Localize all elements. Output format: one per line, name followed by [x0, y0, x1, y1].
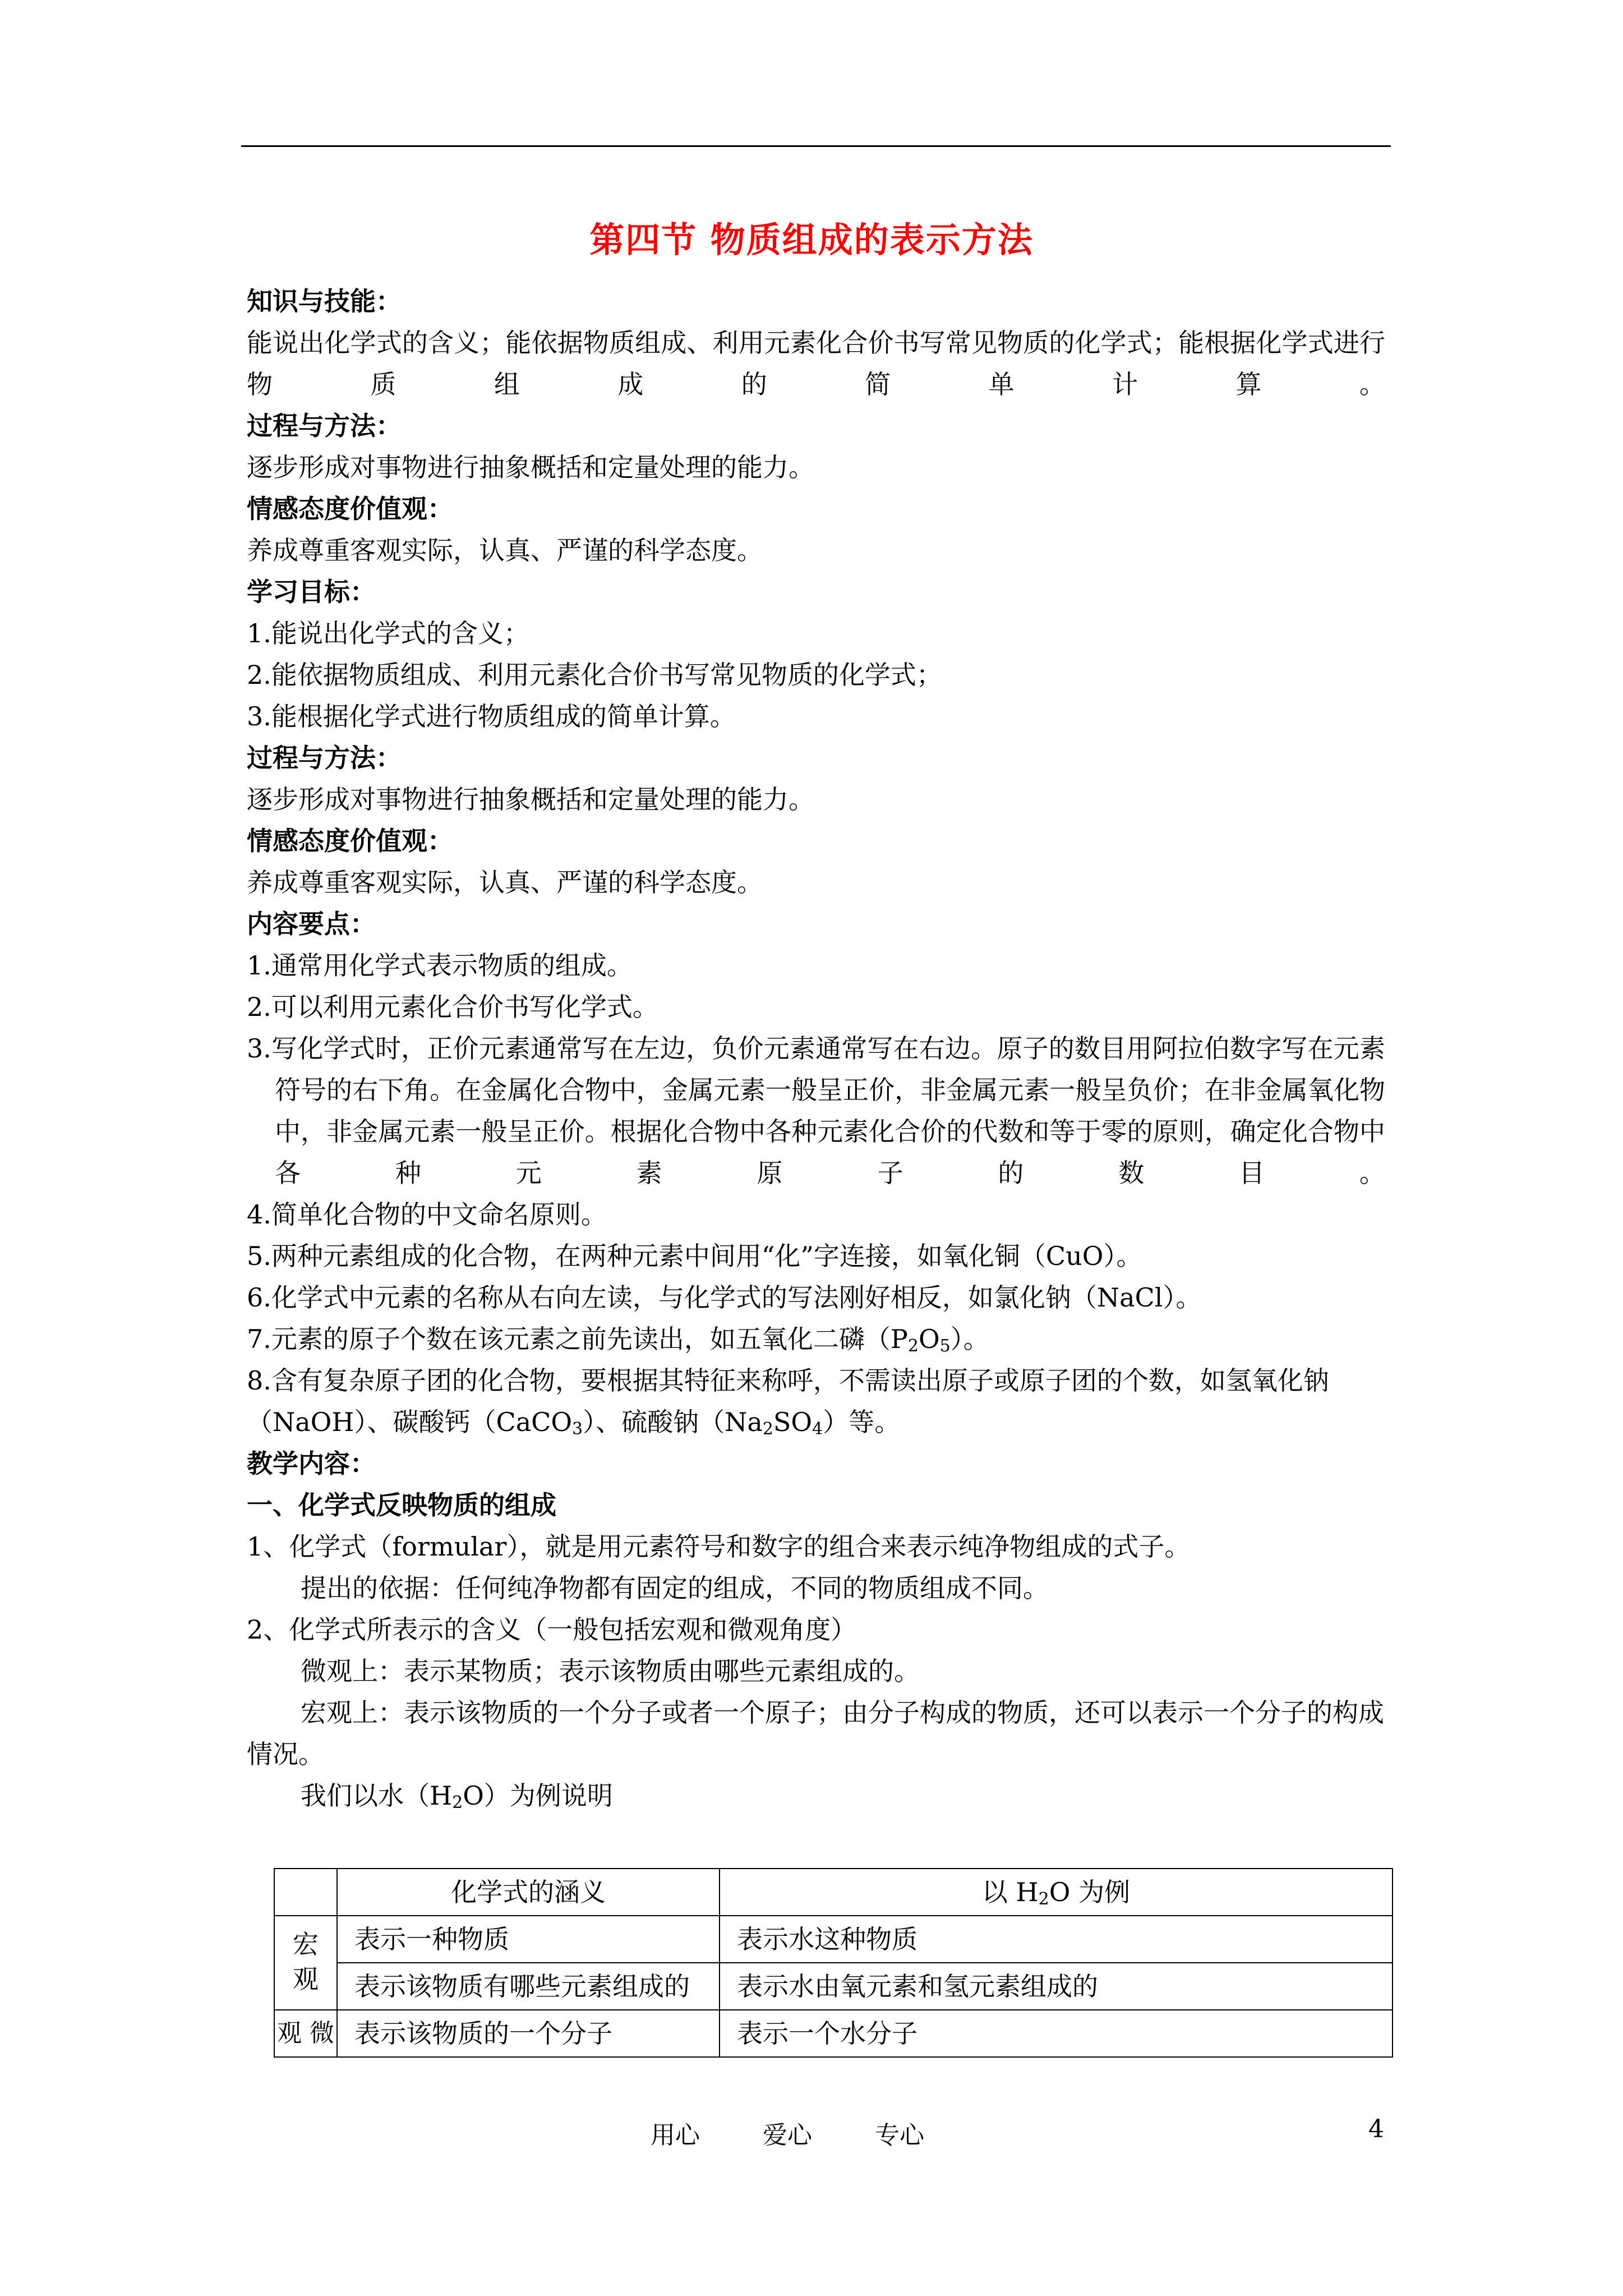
paragraph: 养成尊重客观实际，认真、严谨的科学态度。 — [247, 535, 763, 565]
section-heading: 学习目标： — [247, 577, 376, 607]
list-item: 5.两种元素组成的化合物，在两种元素中间用“化”字连接，如氧化铜（CuO）。 — [247, 1241, 1142, 1271]
text-run: 我们以水（H — [301, 1780, 453, 1811]
table-corner-cell — [274, 1869, 337, 1916]
text-run: SO — [773, 1407, 813, 1437]
meaning-table — [274, 1868, 1393, 2058]
group-label-text: 宏观 — [293, 1929, 319, 1994]
footer-word: 用心 — [651, 2121, 700, 2150]
table-cell: 表示该物质有哪些元素组成的 — [337, 1963, 720, 2010]
text-run: O — [918, 1324, 940, 1354]
section-heading: 过程与方法： — [247, 743, 402, 773]
table-cell: 表示水由氧元素和氢元素组成的 — [720, 1963, 1393, 2010]
table-cell: 表示水这种物质 — [720, 1916, 1393, 1963]
text-run: 7.元素的原子个数在该元素之前先读出，如五氧化二磷（P — [247, 1324, 908, 1354]
section-heading: 情感态度价值观： — [247, 826, 453, 856]
table-header-row — [274, 1869, 1393, 1916]
section-heading: 知识与技能： — [247, 286, 402, 316]
group-label-micro: 观 微 — [274, 2010, 337, 2057]
list-item: 3.能根据化学式进行物质组成的简单计算。 — [247, 701, 736, 731]
list-item — [247, 1318, 1385, 1360]
table-cell: 表示该物质的一个分子 — [337, 2010, 720, 2057]
page-number: 4 — [1368, 2115, 1384, 2143]
table-row — [274, 1963, 1393, 2010]
subscript: 2 — [762, 1419, 773, 1439]
group-label-macro — [274, 1916, 337, 2010]
section-heading: 过程与方法： — [247, 411, 402, 441]
text-run: ）、硫酸钠（Na — [583, 1407, 763, 1437]
text-run: O 为例 — [1049, 1877, 1131, 1907]
footer-word: 爱心 — [763, 2121, 812, 2150]
paragraph — [247, 1775, 1385, 1816]
list-item — [247, 1360, 1385, 1443]
header-rule — [241, 145, 1391, 147]
text-run: 以 H — [981, 1877, 1039, 1907]
list-item: 1.通常用化学式表示物质的组成。 — [247, 950, 633, 981]
list-item: 2.能依据物质组成、利用元素化合价书写常见物质的化学式； — [247, 660, 942, 690]
table-header-cell — [720, 1869, 1393, 1916]
paragraph: 逐步形成对事物进行抽象概括和定量处理的能力。 — [247, 784, 814, 815]
table-header-cell: 化学式的涵义 — [337, 1869, 720, 1916]
table-cell: 表示一种物质 — [337, 1916, 720, 1963]
page-footer — [0, 2115, 1623, 2148]
section-heading: 教学内容： — [247, 1448, 376, 1479]
paragraph: 2、化学式所表示的含义（一般包括宏观和微观角度） — [247, 1614, 857, 1645]
subscript: 4 — [812, 1419, 823, 1439]
table-row — [274, 2010, 1393, 2057]
text-run: ）等。 — [823, 1407, 901, 1437]
list-item: 1.能说出化学式的含义； — [247, 618, 529, 648]
paragraph: 1、化学式（formular），就是用元素符号和数字的组合来表示纯净物组成的式子。 — [247, 1531, 1191, 1562]
list-item: 4.简单化合物的中文命名原则。 — [247, 1199, 607, 1230]
table-cell: 表示一个水分子 — [720, 2010, 1393, 2057]
section-heading: 内容要点： — [247, 909, 376, 939]
list-item: 2.可以利用元素化合价书写化学式。 — [247, 992, 658, 1022]
paragraph: 能说出化学式的含义；能依据物质组成、利用元素化合价书写常见物质的化学式；能根据化学式进行物质组成的简单计算。 — [247, 328, 1385, 399]
paragraph: 宏观上：表示该物质的一个分子或者一个原子；由分子构成的物质，还可以表示一个分子的构成情况。 — [247, 1697, 1384, 1769]
page-title: 第四节 物质组成的表示方法 — [589, 219, 1034, 260]
table-row — [274, 1916, 1393, 1963]
subscript: 2 — [1038, 1889, 1049, 1909]
section-heading: 情感态度价值观： — [247, 494, 453, 524]
text-run: ）。 — [950, 1324, 989, 1354]
subscript: 2 — [452, 1793, 463, 1812]
section-heading: 一、化学式反映物质的组成 — [247, 1490, 556, 1520]
text-run: 8.含有复杂原子团的化合物，要根据其特征来称呼，不需读出原子或原子团的个数，如氢氧化钠（NaOH）、碳酸钙（CaCO — [247, 1365, 1329, 1437]
text-run: O）为例说明 — [463, 1780, 613, 1811]
footer-word: 专心 — [875, 2121, 924, 2150]
document-body — [247, 280, 1385, 1816]
paragraph: 微观上：表示某物质；表示该物质由哪些元素组成的。 — [301, 1656, 920, 1686]
paragraph: 养成尊重客观实际，认真、严谨的科学态度。 — [247, 867, 763, 898]
subscript: 5 — [939, 1336, 951, 1356]
list-item: 3.写化学式时，正价元素通常写在左边，负价元素通常写在右边。原子的数目用阿拉伯数字写在元素符号的右下角。在金属化合物中，金属元素一般呈正价，非金属元素一般呈负价；在非金属氧化物中，非金属元素一般呈正价。根据化合物中各种元素化合价的代数和等于零的原则，确定化合物中各种元素原子的数目。 — [247, 1033, 1385, 1188]
paragraph: 提出的依据：任何纯净物都有固定的组成，不同的物质组成不同。 — [301, 1573, 1049, 1603]
subscript: 2 — [907, 1336, 919, 1356]
list-item: 6.化学式中元素的名称从右向左读，与化学式的写法刚好相反，如氯化钠（NaCl）。 — [247, 1282, 1202, 1313]
paragraph: 逐步形成对事物进行抽象概括和定量处理的能力。 — [247, 452, 814, 482]
subscript: 3 — [572, 1419, 583, 1439]
